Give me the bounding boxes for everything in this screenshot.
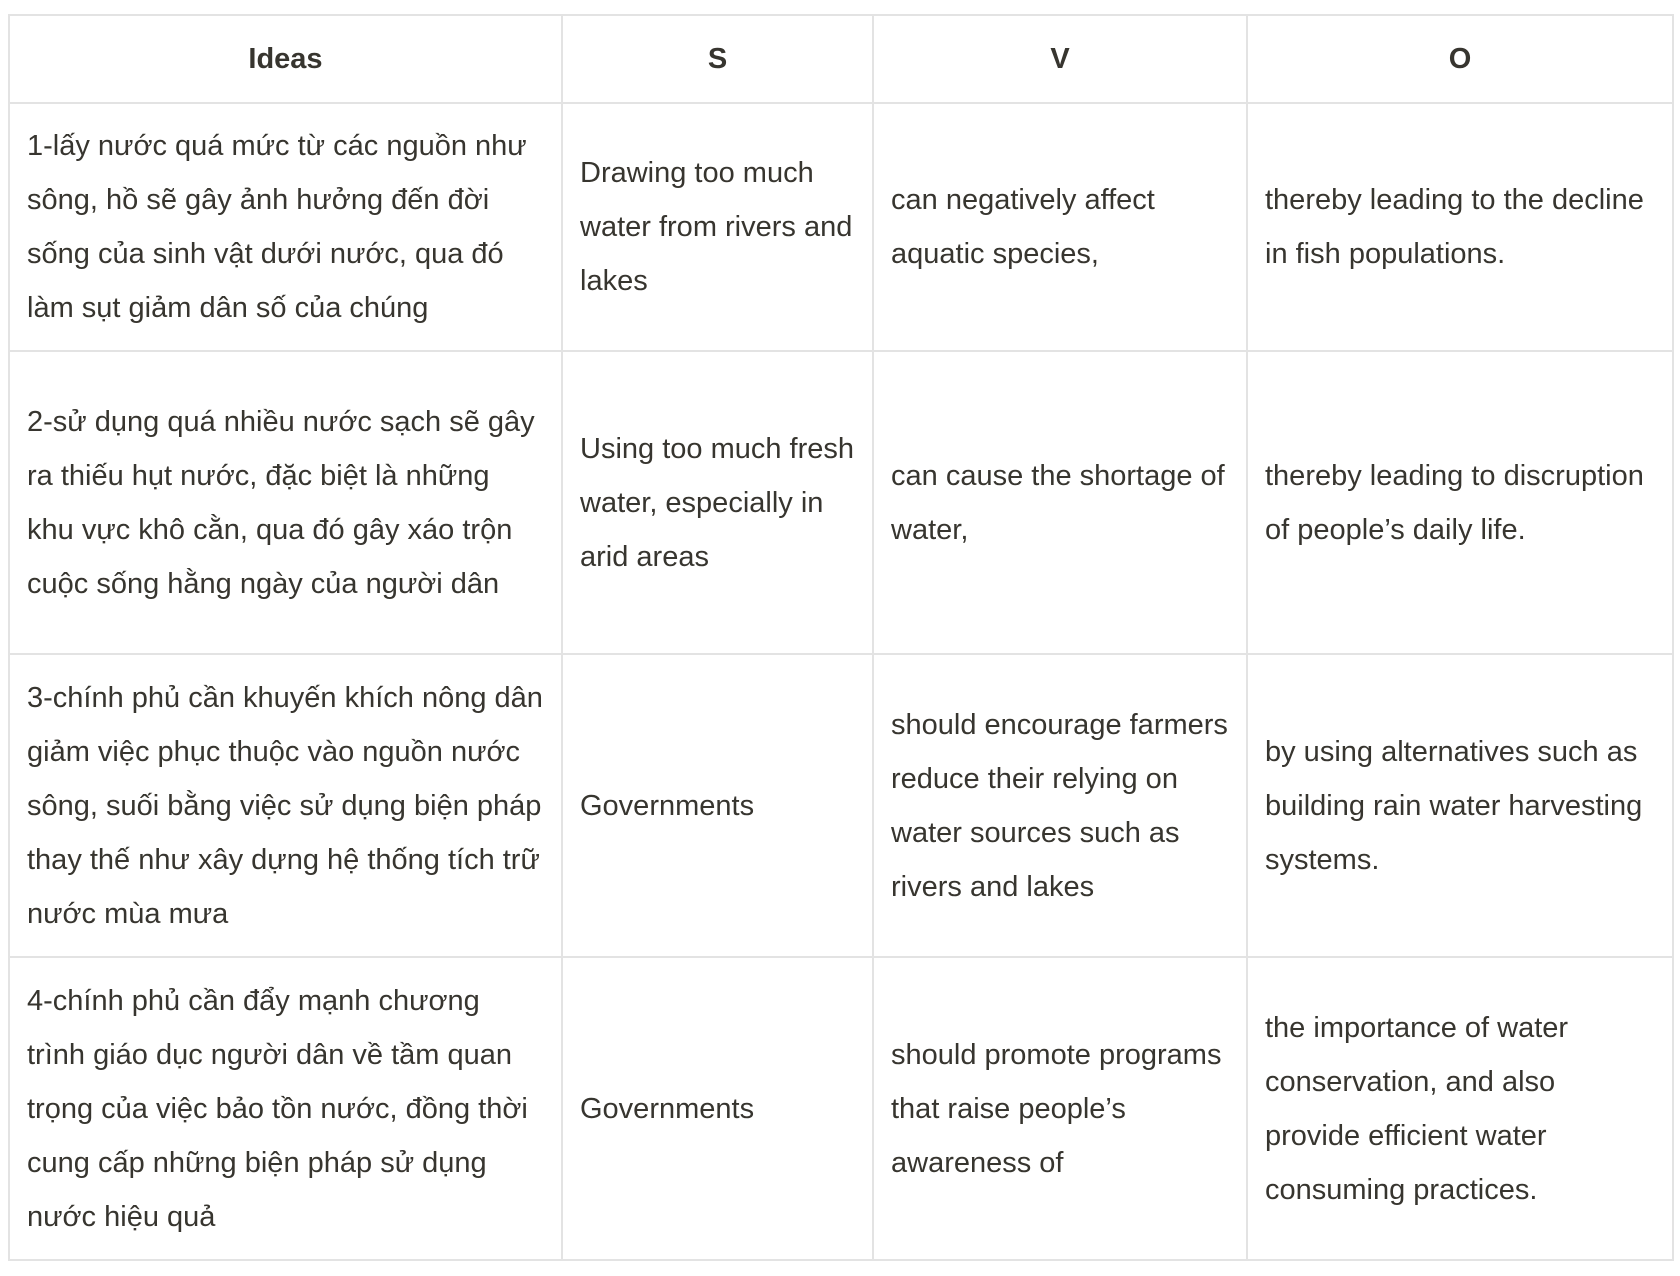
cell-object: thereby leading to discruption of people’s daily life. <box>1247 351 1673 654</box>
table-row <box>9 103 1673 351</box>
cell-subject: Governments <box>562 957 873 1260</box>
header-object: O <box>1247 15 1673 103</box>
cell-verb: can cause the shortage of water, <box>873 351 1247 654</box>
cell-ideas: 4-chính phủ cần đẩy mạnh chương trình giáo dục người dân về tầm quan trọng của việc bảo tồn nước, đồng thời cung cấp những biện pháp sử dụng nước hiệu quả <box>9 957 562 1260</box>
cell-subject: Using too much fresh water, especially in arid areas <box>562 351 873 654</box>
cell-ideas: 1-lấy nước quá mức từ các nguồn như sông, hồ sẽ gây ảnh hưởng đến đời sống của sinh vật dưới nước, qua đó làm sụt giảm dân số của chúng <box>9 103 562 351</box>
table-row <box>9 351 1673 654</box>
header-ideas: Ideas <box>9 15 562 103</box>
cell-ideas: 3-chính phủ cần khuyến khích nông dân giảm việc phục thuộc vào nguồn nước sông, suối bằng việc sử dụng biện pháp thay thế như xây dựng hệ thống tích trữ nước mùa mưa <box>9 654 562 957</box>
cell-verb: should encourage farmers reduce their relying on water sources such as rivers and lakes <box>873 654 1247 957</box>
table-row <box>9 957 1673 1260</box>
svo-table <box>8 14 1674 1261</box>
cell-object: the importance of water conservation, and also provide efficient water consuming practices. <box>1247 957 1673 1260</box>
table-row <box>9 654 1673 957</box>
cell-object: thereby leading to the decline in fish populations. <box>1247 103 1673 351</box>
table-header-row <box>9 15 1673 103</box>
cell-subject: Drawing too much water from rivers and lakes <box>562 103 873 351</box>
svo-table-container <box>8 14 1674 1261</box>
cell-subject: Governments <box>562 654 873 957</box>
cell-verb: should promote programs that raise people’s awareness of <box>873 957 1247 1260</box>
cell-object: by using alternatives such as building rain water harvesting systems. <box>1247 654 1673 957</box>
cell-verb: can negatively affect aquatic species, <box>873 103 1247 351</box>
header-subject: S <box>562 15 873 103</box>
cell-ideas: 2-sử dụng quá nhiều nước sạch sẽ gây ra thiếu hụt nước, đặc biệt là những khu vực khô cằn, qua đó gây xáo trộn cuộc sống hằng ngày của người dân <box>9 351 562 654</box>
header-verb: V <box>873 15 1247 103</box>
